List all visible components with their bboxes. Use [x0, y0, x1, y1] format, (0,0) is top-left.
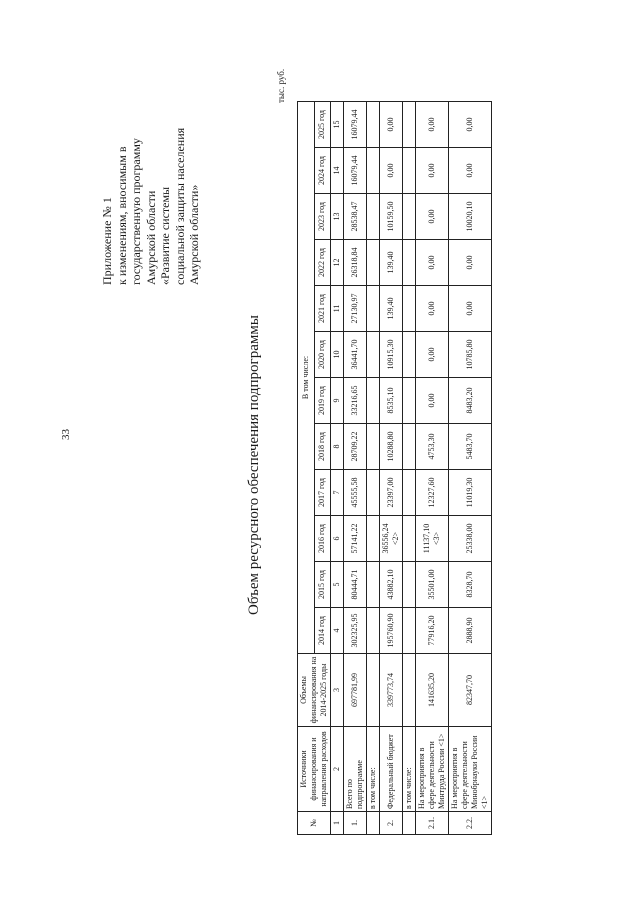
- row-value: [367, 470, 380, 516]
- row-value: 0,00: [416, 194, 449, 240]
- row-value: [367, 240, 380, 286]
- row-value: 57141,22: [344, 516, 367, 562]
- year-header: 2015 год: [314, 562, 331, 608]
- row-value: 8328,70: [449, 562, 492, 608]
- appendix-line: социальной защиты населения: [172, 127, 187, 285]
- appendix-line: Амурской области»: [187, 184, 201, 285]
- row-value: [367, 516, 380, 562]
- row-total: [403, 654, 416, 727]
- year-header: 2020 год: [314, 332, 331, 378]
- column-number: 9: [331, 378, 344, 424]
- row-value: 10159,50: [380, 194, 403, 240]
- column-number: 1: [331, 812, 344, 835]
- column-number: 7: [331, 470, 344, 516]
- column-number-row: [331, 102, 344, 835]
- header-source: Источники финансирования и направления расходов: [298, 727, 331, 812]
- table-row: [380, 102, 403, 835]
- document-title: Объем ресурсного обеспечения подпрограммы: [246, 315, 262, 615]
- row-value: [403, 332, 416, 378]
- row-value: 16079,44: [344, 148, 367, 194]
- table-row: [403, 102, 416, 835]
- row-value: [367, 102, 380, 148]
- column-number: 4: [331, 608, 344, 654]
- row-source: в том числе:: [367, 727, 380, 812]
- page-number: 33: [60, 429, 72, 440]
- row-value: [367, 562, 380, 608]
- row-value: [367, 286, 380, 332]
- row-value: 12327,60: [416, 470, 449, 516]
- appendix-line: к изменениям, вносимым в: [114, 146, 129, 285]
- row-value: 45555,58: [344, 470, 367, 516]
- row-value: 0,00: [449, 148, 492, 194]
- year-header: 2019 год: [314, 378, 331, 424]
- row-source: Всего по подпрограмме: [344, 727, 367, 812]
- row-number: [367, 812, 380, 835]
- row-value: 10288,80: [380, 424, 403, 470]
- row-source: На мероприятия в сфере деятельности Минтруда России <1>: [416, 727, 449, 812]
- row-value: 195760,90: [380, 608, 403, 654]
- row-value: 0,00: [449, 240, 492, 286]
- year-header: 2022 год: [314, 240, 331, 286]
- row-value: 139,40: [380, 240, 403, 286]
- column-number: 8: [331, 424, 344, 470]
- row-value: [403, 516, 416, 562]
- row-value: [367, 332, 380, 378]
- row-value: 36441,70: [344, 332, 367, 378]
- row-value: 33216,65: [344, 378, 367, 424]
- column-number: 10: [331, 332, 344, 378]
- row-value: 2888,90: [449, 608, 492, 654]
- row-value: 0,00: [449, 286, 492, 332]
- header-no: №: [298, 812, 331, 835]
- row-number: [403, 812, 416, 835]
- year-header: 2017 год: [314, 470, 331, 516]
- row-value: 0,00: [416, 102, 449, 148]
- row-number: 1.: [344, 812, 367, 835]
- row-total: [367, 654, 380, 727]
- year-header: 2024 год: [314, 148, 331, 194]
- column-number: 13: [331, 194, 344, 240]
- row-value: 4753,30: [416, 424, 449, 470]
- appendix-line: государственную программу: [129, 138, 143, 285]
- row-value: [367, 148, 380, 194]
- row-value: [367, 424, 380, 470]
- row-value: [403, 240, 416, 286]
- table-row: [449, 102, 492, 835]
- row-value: [367, 194, 380, 240]
- column-number: 11: [331, 286, 344, 332]
- header-row: [298, 102, 315, 835]
- year-header: 2023 год: [314, 194, 331, 240]
- table-row: [416, 102, 449, 835]
- row-value: [403, 148, 416, 194]
- year-header: 2025 год: [314, 102, 331, 148]
- row-value: 27130,97: [344, 286, 367, 332]
- row-source: На мероприятия в сфере деятельности Минобрнауки России <1>: [449, 727, 492, 812]
- row-value: 28538,47: [344, 194, 367, 240]
- row-value: 80444,71: [344, 562, 367, 608]
- row-value: [367, 608, 380, 654]
- column-number: 5: [331, 562, 344, 608]
- column-number: 2: [331, 727, 344, 812]
- row-value: 0,00: [416, 378, 449, 424]
- row-value: 139,40: [380, 286, 403, 332]
- header-total: Объемы финансирования на 2014-2025 годы: [298, 654, 331, 727]
- table-row: [344, 102, 367, 835]
- row-value: [403, 562, 416, 608]
- column-number: 3: [331, 654, 344, 727]
- row-value: [403, 378, 416, 424]
- row-total: 82347,70: [449, 654, 492, 727]
- row-value: 11019,30: [449, 470, 492, 516]
- row-source: Федеральный бюджет: [380, 727, 403, 812]
- row-total: 339773,74: [380, 654, 403, 727]
- row-value: 302325,95: [344, 608, 367, 654]
- appendix-block: [100, 128, 202, 285]
- row-value: [403, 102, 416, 148]
- header-including: В том числе:: [298, 102, 315, 654]
- table-body: [344, 102, 492, 835]
- row-value: 0,00: [416, 332, 449, 378]
- table-row: [367, 102, 380, 835]
- row-number: 2.2.: [449, 812, 492, 835]
- row-value: [403, 470, 416, 516]
- row-total: 697781,99: [344, 654, 367, 727]
- row-value: 0,00: [449, 102, 492, 148]
- resource-table: [297, 101, 492, 835]
- row-value: 16079,44: [344, 102, 367, 148]
- row-source: в том числе:: [403, 727, 416, 812]
- row-value: 77916,20: [416, 608, 449, 654]
- row-value: 43882,10: [380, 562, 403, 608]
- row-value: 26318,84: [344, 240, 367, 286]
- column-number: 14: [331, 148, 344, 194]
- row-value: [367, 378, 380, 424]
- row-number: 2.1.: [416, 812, 449, 835]
- row-value: 35501,00: [416, 562, 449, 608]
- row-value: [403, 286, 416, 332]
- row-total: 141635,20: [416, 654, 449, 727]
- column-number: 6: [331, 516, 344, 562]
- row-value: 28709,22: [344, 424, 367, 470]
- row-value: [403, 608, 416, 654]
- year-header: 2018 год: [314, 424, 331, 470]
- unit-label: тыс. руб.: [276, 68, 286, 103]
- row-value: [403, 424, 416, 470]
- row-value: 5483,70: [449, 424, 492, 470]
- appendix-line: Амурской области: [143, 190, 158, 285]
- row-value: 23397,00: [380, 470, 403, 516]
- year-header: 2014 год: [314, 608, 331, 654]
- year-header: 2021 год: [314, 286, 331, 332]
- column-number: 12: [331, 240, 344, 286]
- year-header: 2016 год: [314, 516, 331, 562]
- row-value: 11137,10 <3>: [416, 516, 449, 562]
- row-number: 2.: [380, 812, 403, 835]
- row-value: 25338,00: [449, 516, 492, 562]
- column-number: 15: [331, 102, 344, 148]
- row-value: 10785,80: [449, 332, 492, 378]
- row-value: 0,00: [380, 148, 403, 194]
- row-value: 8483,20: [449, 378, 492, 424]
- row-value: [403, 194, 416, 240]
- row-value: 36556,24 <2>: [380, 516, 403, 562]
- row-value: 0,00: [416, 286, 449, 332]
- appendix-line: «Развитие системы: [158, 186, 172, 285]
- row-value: 0,00: [416, 148, 449, 194]
- row-value: 0,00: [380, 102, 403, 148]
- row-value: 0,00: [416, 240, 449, 286]
- row-value: 10020,10: [449, 194, 492, 240]
- row-value: 8535,10: [380, 378, 403, 424]
- appendix-line: Приложение № 1: [100, 197, 114, 285]
- row-value: 10915,30: [380, 332, 403, 378]
